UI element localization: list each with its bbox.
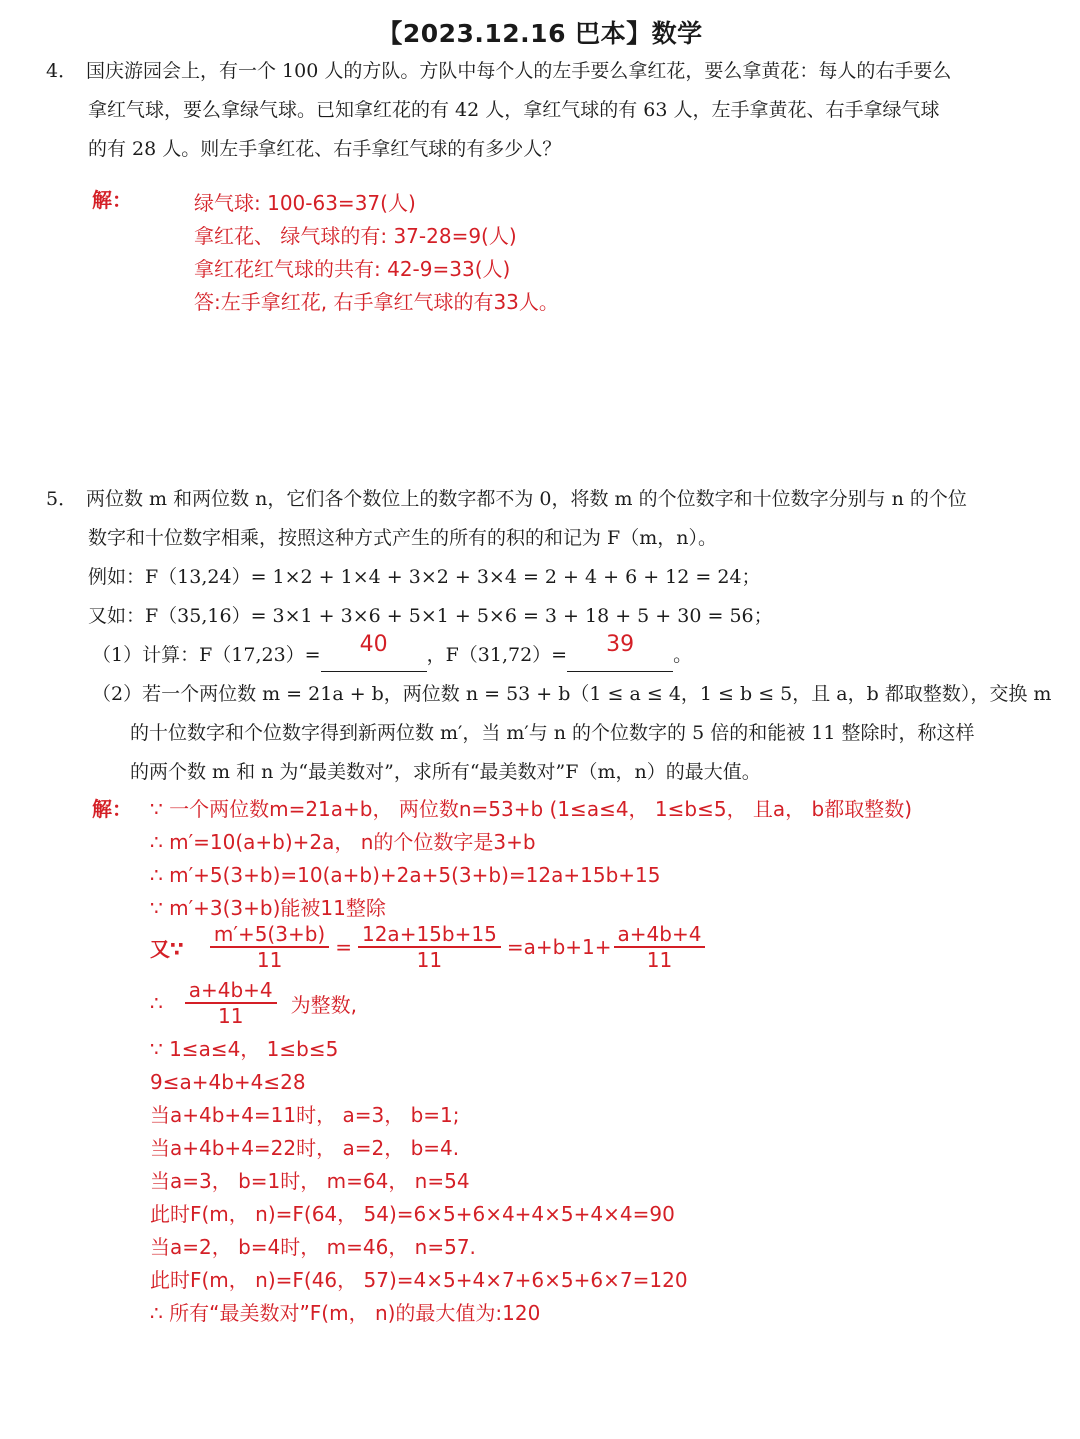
solution-line: 当a+4b+4=22时， a=2， b=4.	[150, 1136, 460, 1160]
because-symbol: 又∵	[150, 936, 184, 961]
fraction-integer-line: ∴ $\frac{a+4b+4}{11}$ 为整数,	[150, 978, 358, 1028]
part-1: （1）计算：F（17,23）= 40 ，F（31,72）= 39 。	[46, 636, 1051, 675]
question-number: 5．	[46, 488, 78, 510]
question-number: 4．	[46, 60, 78, 82]
question-5-line-2: 数字和十位数字相乘，按照这种方式产生的所有的积的和记为 F（m，n）。	[88, 527, 717, 549]
question-4-line-1: 4． 国庆游园会上，有一个 100 人的方队。方队中每个人的左手要么拿红花，要么拿黄花：每人的右手要么	[46, 52, 951, 91]
solution-line: 绿气球: 100-63=37(人)	[194, 191, 416, 215]
answer-blank-1[interactable]	[321, 632, 427, 672]
solution-line: ∴ m′+5(3+b)=10(a+b)+2a+5(3+b)=12a+15b+15	[150, 863, 661, 887]
question-4-line-3: 的有 28 人。则左手拿红花、右手拿红气球的有多少人？	[88, 138, 562, 160]
fraction-2: $\frac{12a+15b+15}{11}$	[358, 922, 501, 972]
fraction-4: $\frac{a+4b+4}{11}$	[185, 978, 277, 1028]
solution-line: ∵ m′+3(3+b)能被11整除	[150, 896, 386, 920]
solution-line: ∵ 一个两位数m=21a+b， 两位数n=53+b (1≤a≤4， 1≤b≤5， 且a， b都取整数)	[150, 797, 913, 821]
solution-4-label: 解：	[92, 188, 132, 212]
question-4	[46, 52, 951, 169]
answer-1: 40	[359, 632, 388, 657]
solution-line: ∵ 1≤a≤4， 1≤b≤5	[150, 1037, 339, 1061]
solution-line: 此时F(m， n)=F(46， 57)=4×5+4×7+6×5+6×7=120	[150, 1268, 688, 1292]
solution-5-bottom	[150, 1032, 688, 1329]
question-5	[46, 480, 1051, 792]
solution-line: 9≤a+4b+4≤28	[150, 1070, 306, 1094]
solution-line: ∴ m′=10(a+b)+2a， n的个位数字是3+b	[150, 830, 536, 854]
part-2-line-1: （2）若一个两位数 m = 21a + b，两位数 n = 53 + b（1 ≤ a ≤ 4，1 ≤ b ≤ 5，且 a，b 都取整数），交换 m	[92, 683, 1052, 705]
page-title: 【2023.12.16 巴本】数学	[377, 19, 703, 48]
example-1: 例如：F（13,24）= 1×2 + 1×4 + 3×2 + 3×4 = 2 + 4 + 6 + 12 = 24；	[88, 566, 761, 588]
answer-2: 39	[606, 632, 635, 657]
solution-line: 拿红花红气球的共有: 42-9=33(人)	[194, 257, 511, 281]
answer-blank-2[interactable]	[567, 632, 673, 672]
fraction-1: $\frac{m'+5(3+b)}{11}$	[210, 922, 329, 972]
example-2: 又如：F（35,16）= 3×1 + 3×6 + 5×1 + 5×6 = 3 + 18 + 5 + 30 = 56；	[88, 605, 773, 627]
solution-line: ∴ 所有“最美数对”F(m， n)的最大值为:120	[150, 1301, 541, 1325]
part-2-line-2: 的十位数字和个位数字得到新两位数 m′，当 m′与 n 的个位数字的 5 倍的和能被 11 整除时，称这样	[130, 722, 975, 744]
therefore-symbol: ∴	[150, 991, 163, 1015]
solution-line: 拿红花、 绿气球的有: 37-28=9(人)	[194, 224, 517, 248]
fraction-3: $\frac{a+4b+4}{11}$	[614, 922, 706, 972]
part-2-line-3: 的两个数 m 和 n 为“最美数对”，求所有“最美数对”F（m，n）的最大值。	[130, 761, 761, 783]
solution-line: 此时F(m， n)=F(64， 54)=6×5+6×4+4×5+4×4=90	[150, 1202, 675, 1226]
question-5-line-1: 5． 两位数 m 和两位数 n，它们各个数位上的数字都不为 0，将数 m 的个位数字和十位数字分别与 n 的个位	[46, 480, 1051, 519]
solution-4	[194, 186, 559, 318]
solution-line: 当a=3， b=1时， m=64， n=54	[150, 1169, 470, 1193]
solution-5-label: 解：	[92, 797, 132, 821]
question-4-line-2: 拿红气球，要么拿绿气球。已知拿红花的有 42 人，拿红气球的有 63 人，左手拿黄花、右手拿绿气球	[88, 99, 940, 121]
solution-line: 当a=2， b=4时， m=46， n=57.	[150, 1235, 476, 1259]
solution-5-top	[150, 792, 912, 924]
solution-line: 答:左手拿红花, 右手拿红气球的有33人。	[194, 290, 559, 314]
solution-line: 当a+4b+4=11时， a=3， b=1;	[150, 1103, 460, 1127]
fraction-equation: 又∵ $\frac{m'+5(3+b)}{11}$ = $\frac{12a+15b+15}{11}$ =a+b+1+ $\frac{a+4b+4}{11}$	[150, 922, 711, 972]
